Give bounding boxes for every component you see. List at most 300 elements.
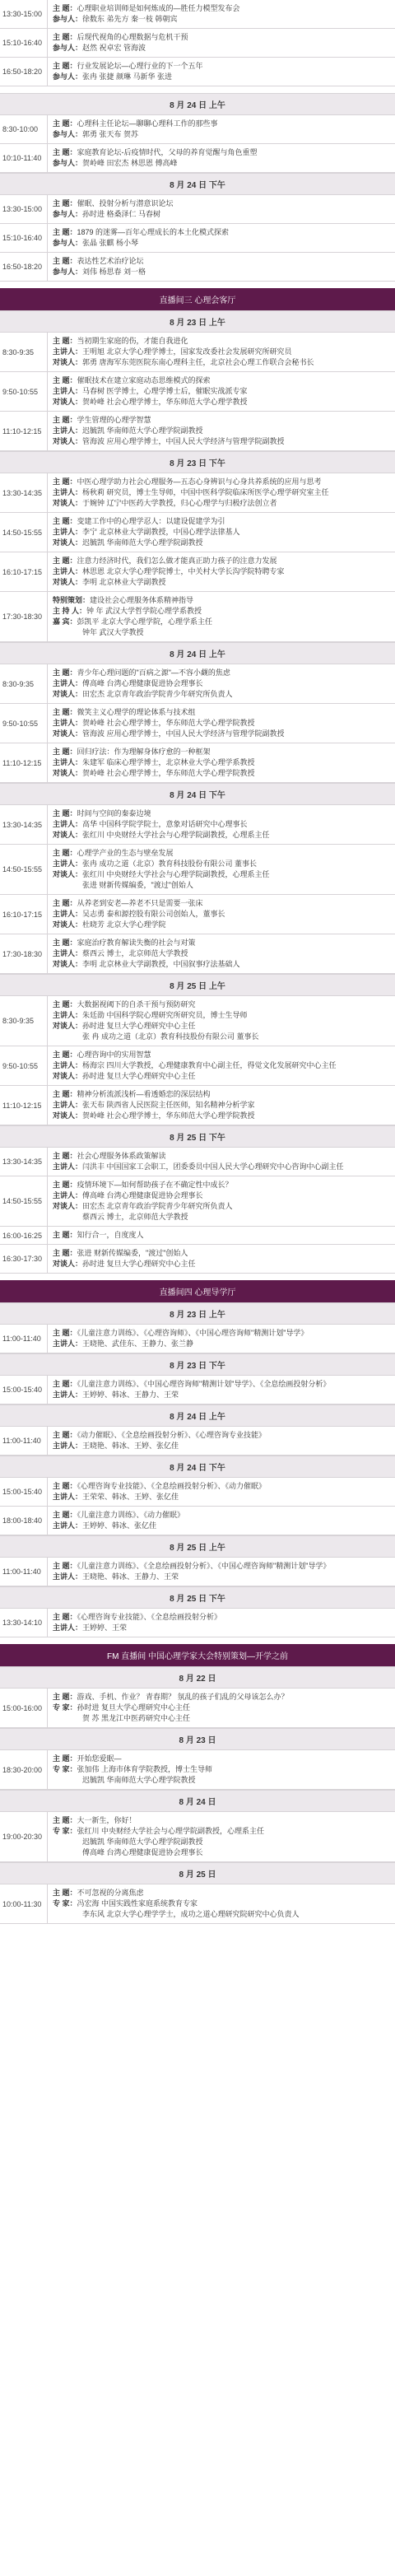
session-time: 14:50-15:55 bbox=[0, 513, 48, 552]
session-time: 9:50-10:55 bbox=[0, 372, 48, 411]
line-text: 张天布 陕西省人民医院主任医师，知名精神分析学家 bbox=[82, 1101, 255, 1109]
session-line bbox=[53, 1089, 390, 1100]
session-line bbox=[53, 1815, 390, 1826]
line-label: 参与人： bbox=[53, 44, 83, 52]
line-label: 主 题： bbox=[53, 4, 77, 12]
session-line bbox=[53, 516, 390, 527]
line-label: 主 题： bbox=[53, 1152, 77, 1160]
line-label: 主讲人： bbox=[53, 567, 83, 575]
session-line bbox=[53, 1572, 390, 1582]
line-label: 主讲人： bbox=[53, 1061, 83, 1069]
line-text: 郭勇 唐海军东莞医院东南心理科主任，北京社会心理工作联合会秘书长 bbox=[82, 358, 314, 366]
session-line bbox=[53, 1837, 390, 1847]
line-text: 家庭教育论坛-后疫情时代，父母的养育觉醒与角色重塑 bbox=[77, 148, 258, 156]
line-text: 王晓艳、武佳东、王静力、张兰静 bbox=[82, 1339, 194, 1348]
session-row bbox=[0, 1609, 395, 1637]
session-time: 8:30-10:00 bbox=[0, 115, 48, 143]
line-label: 对谈人： bbox=[53, 398, 83, 406]
session-content bbox=[48, 664, 395, 703]
session-line bbox=[53, 14, 390, 25]
session-row bbox=[0, 1086, 395, 1125]
line-text: 注意力经济时代，我们怎么做才能真正助力孩子的注意力发展 bbox=[77, 557, 277, 565]
session-time: 8:30-9:35 bbox=[0, 996, 48, 1046]
session-line bbox=[53, 1521, 390, 1531]
line-text: 《心理咨询专业技能》、《全息绘画投射分析》 bbox=[77, 1613, 222, 1621]
line-label: 主 题： bbox=[53, 1613, 77, 1621]
line-label: 主 题： bbox=[53, 1816, 77, 1824]
session-content bbox=[48, 144, 395, 172]
line-label: 主 题： bbox=[53, 1431, 77, 1439]
session-line bbox=[53, 1754, 390, 1764]
session-row bbox=[0, 996, 395, 1046]
session-line bbox=[53, 1612, 390, 1623]
session-line bbox=[53, 1050, 390, 1060]
session-line bbox=[53, 1162, 390, 1172]
line-text: 《儿童注意力训练》、《心理咨询师》、《中国心理咨询师"精测计划"导学》 bbox=[77, 1329, 309, 1337]
session-row bbox=[0, 1478, 395, 1507]
line-label: 主讲人： bbox=[53, 1390, 83, 1399]
session-line bbox=[53, 415, 390, 426]
session-content bbox=[48, 1176, 395, 1226]
line-label: 专 家： bbox=[53, 1703, 77, 1712]
line-label: 主 题： bbox=[53, 337, 77, 345]
session-line bbox=[53, 1190, 390, 1201]
session-line bbox=[53, 119, 390, 129]
session-time: 16:00-16:25 bbox=[0, 1227, 48, 1244]
line-label: 对谈人： bbox=[53, 437, 83, 445]
line-label: 主讲人： bbox=[53, 528, 83, 536]
session-line bbox=[53, 859, 390, 869]
session-row bbox=[0, 372, 395, 412]
session-content bbox=[48, 372, 395, 411]
line-label: 嘉 宾： bbox=[53, 617, 77, 626]
session-line bbox=[53, 1510, 390, 1521]
line-label: 主讲人： bbox=[53, 1493, 83, 1501]
line-label: 主 题： bbox=[53, 557, 77, 565]
session-line bbox=[53, 678, 390, 689]
line-text: 李宁 北京林业大学副教授，中国心理学法律基人 bbox=[82, 528, 240, 536]
session-line bbox=[53, 43, 390, 54]
line-label: 对谈人： bbox=[53, 1260, 83, 1268]
line-label: 主讲人： bbox=[53, 1572, 83, 1581]
session-line bbox=[53, 948, 390, 959]
line-label: 主讲人： bbox=[53, 387, 83, 395]
line-label: 主 题： bbox=[53, 1249, 77, 1257]
session-line bbox=[53, 577, 390, 588]
line-text: 孙时进 格桑泽仁 马春树 bbox=[82, 210, 161, 218]
line-text: 心理职业培训师是如何炼成的—胜任力模型发布会 bbox=[77, 4, 240, 12]
session-time: 13:30-14:10 bbox=[0, 1609, 48, 1637]
date-header: 8 月 25 日 上午 bbox=[0, 974, 395, 996]
line-text: 催眠、投射分析与潜意识论坛 bbox=[77, 199, 174, 207]
session-row bbox=[0, 29, 395, 58]
session-content bbox=[48, 805, 395, 844]
session-line bbox=[53, 1775, 390, 1786]
date-header: 8 月 22 日 bbox=[0, 1666, 395, 1689]
session-row bbox=[0, 552, 395, 592]
date-header: 8 月 24 日 下午 bbox=[0, 173, 395, 195]
line-label: 对谈人： bbox=[53, 358, 83, 366]
session-row bbox=[0, 1884, 395, 1924]
session-time: 15:00-15:40 bbox=[0, 1376, 48, 1404]
session-line bbox=[53, 209, 390, 220]
line-label: 主 题： bbox=[53, 119, 77, 128]
line-text: 杨海宗 四川大学教授，心理健康教育中心副主任，得觉文化发展研究中心主任 bbox=[82, 1061, 337, 1069]
session-content bbox=[48, 1507, 395, 1535]
session-row bbox=[0, 743, 395, 783]
line-text: 从养老到安老—养老不只是需要一张床 bbox=[77, 899, 203, 907]
line-label: 对谈人： bbox=[53, 1111, 83, 1120]
session-line bbox=[53, 747, 390, 757]
section-gap bbox=[0, 282, 395, 288]
session-row bbox=[0, 1046, 395, 1086]
session-line bbox=[53, 527, 390, 538]
session-time: 13:30-14:35 bbox=[0, 805, 48, 844]
session-line bbox=[53, 627, 390, 638]
line-label: 对谈人： bbox=[53, 1022, 83, 1030]
session-line bbox=[53, 1230, 390, 1241]
section-header: 直播间四 心理导学厅 bbox=[0, 1280, 395, 1302]
session-content bbox=[48, 513, 395, 552]
session-content bbox=[48, 1046, 395, 1085]
session-line bbox=[53, 848, 390, 859]
session-line bbox=[53, 538, 390, 548]
line-label: 主讲人： bbox=[53, 820, 83, 828]
line-label: 参与人： bbox=[53, 239, 83, 247]
line-text: 张红川 中央财经大学社会与心理学院副教授，心理系主任 bbox=[82, 831, 270, 839]
line-label: 参与人： bbox=[53, 15, 83, 23]
line-text: 《心理咨询专业技能》、《全息绘画投射分析》、《动力催眠》 bbox=[77, 1482, 267, 1490]
line-text: 管海波 应用心理学博士，中国人民大学经济与管理学院副教授 bbox=[82, 437, 285, 445]
session-time: 11:10-12:15 bbox=[0, 1086, 48, 1125]
line-text: 张晶 张麒 杨小琴 bbox=[82, 239, 139, 247]
line-text: 家庭治疗教育解读失衡的社会与对策 bbox=[77, 939, 196, 947]
line-label: 主 题： bbox=[53, 62, 77, 70]
line-label: 对谈人： bbox=[53, 538, 83, 547]
session-line bbox=[53, 1492, 390, 1502]
line-label: 主讲人： bbox=[53, 758, 83, 766]
session-time: 15:10-16:40 bbox=[0, 224, 48, 252]
session-content bbox=[48, 845, 395, 894]
session-content bbox=[48, 1609, 395, 1637]
session-row bbox=[0, 195, 395, 224]
line-label: 主 题： bbox=[53, 257, 77, 265]
session-line bbox=[53, 72, 390, 82]
line-text: 疫情环境下—如何帮助孩子在不确定性中成长？ bbox=[77, 1181, 233, 1189]
line-label: 主讲人： bbox=[53, 859, 83, 868]
line-text: 赵然 祝卓宏 管海波 bbox=[82, 44, 146, 52]
session-content bbox=[48, 412, 395, 450]
line-label: 主讲人： bbox=[53, 1101, 83, 1109]
line-label: 对谈人： bbox=[53, 870, 83, 878]
line-text: 张进 财新传媒编委，"渡过"创始人 bbox=[82, 881, 193, 889]
line-label: 对谈人： bbox=[53, 960, 83, 968]
session-content bbox=[48, 743, 395, 782]
session-content bbox=[48, 1376, 395, 1404]
line-label: 主 题： bbox=[53, 1050, 77, 1059]
line-label: 主讲人： bbox=[53, 949, 83, 957]
line-text: 大数据视阈下的自杀干预与预防研究 bbox=[77, 1000, 196, 1009]
line-text: 徐数东 弟先方 秦一枝 韩朝宾 bbox=[82, 15, 178, 23]
line-text: 王荣荣、韩冰、王婷、张亿佳 bbox=[82, 1493, 179, 1501]
line-label: 对谈人： bbox=[53, 729, 83, 738]
line-label: 专 家： bbox=[53, 1827, 77, 1835]
line-label: 主讲人： bbox=[53, 910, 83, 918]
session-line bbox=[53, 566, 390, 577]
line-text: 杨秋莉 研究员，博士生导师，中国中医科学院临床所医学心理学研究室主任 bbox=[82, 488, 329, 496]
line-text: 孙时进 复旦大学心理研究中心主任 bbox=[82, 1260, 196, 1268]
session-line bbox=[53, 668, 390, 678]
date-header: 8 月 25 日 下午 bbox=[0, 1586, 395, 1609]
line-text: 《动力催眠》、《全息绘画投射分析》、《心理咨询专业技能》 bbox=[77, 1431, 267, 1439]
session-time: 15:00-16:00 bbox=[0, 1689, 48, 1727]
session-content bbox=[48, 0, 395, 28]
session-time: 13:30-15:00 bbox=[0, 195, 48, 223]
session-time: 8:30-9:35 bbox=[0, 333, 48, 371]
session-line bbox=[53, 606, 390, 617]
line-text: 变建工作中的心理学忍人：以建设促建学为引 bbox=[77, 517, 225, 525]
line-text: 游戏、手机、作业？ 青春期？ 氛乱的孩子们乱的父母该怎么办？ bbox=[77, 1693, 289, 1701]
line-text: 朱廷劭 中国科学院心理研究所研究员，博士生导师 bbox=[82, 1011, 248, 1019]
session-content bbox=[48, 1148, 395, 1176]
session-line bbox=[53, 1111, 390, 1121]
session-row bbox=[0, 1227, 395, 1245]
session-row bbox=[0, 1245, 395, 1274]
line-text: 王晓艳、韩冰、王静力、王荣 bbox=[82, 1572, 179, 1581]
line-text: 催眠技术在建立家庭动态思维模式的探索 bbox=[77, 376, 211, 384]
line-label: 主 题： bbox=[53, 199, 77, 207]
session-line bbox=[53, 880, 390, 891]
session-row bbox=[0, 1750, 395, 1790]
date-header: 8 月 24 日 上午 bbox=[0, 1404, 395, 1427]
session-line bbox=[53, 1151, 390, 1162]
line-label: 参与人： bbox=[53, 210, 83, 218]
line-label: 主 题： bbox=[53, 899, 77, 907]
line-text: 朱建军 临床心理学博士，北京林业大学心理学系教授 bbox=[82, 758, 255, 766]
line-text: 张 冉 成功之道（北京）教育科技股份有限公司 董事长 bbox=[82, 1032, 259, 1041]
line-label: 主 题： bbox=[53, 1754, 77, 1763]
line-label: 主 题： bbox=[53, 416, 77, 424]
line-text: 大一新生，你好！ bbox=[77, 1816, 137, 1824]
line-label: 主讲人： bbox=[53, 1339, 83, 1348]
session-content bbox=[48, 1884, 395, 1923]
session-line bbox=[53, 808, 390, 819]
line-text: 贺 苏 黑龙江中医药研究中心主任 bbox=[82, 1714, 191, 1722]
line-label: 主讲人： bbox=[53, 719, 83, 727]
session-time: 17:30-18:30 bbox=[0, 934, 48, 973]
line-label: 参与人： bbox=[53, 130, 83, 138]
session-row bbox=[0, 1558, 395, 1586]
line-text: 冯宏海 中国实践性家庭系统教育专家 bbox=[77, 1899, 198, 1908]
line-text: 不可忽视的分离焦虑 bbox=[77, 1889, 144, 1897]
session-content bbox=[48, 253, 395, 281]
line-text: 贺岭峰 田宏杰 林思恩 傅高峰 bbox=[82, 159, 178, 167]
line-text: 时间与空间的秦泰边境 bbox=[77, 809, 151, 818]
session-line bbox=[53, 1212, 390, 1223]
line-label: 对谈人： bbox=[53, 831, 83, 839]
session-line bbox=[53, 920, 390, 930]
session-line bbox=[53, 1021, 390, 1032]
line-text: 行业发展论坛—心理行业的下一个五年 bbox=[77, 62, 203, 70]
line-label: 主 题： bbox=[53, 1181, 77, 1189]
session-line bbox=[53, 959, 390, 970]
date-header: 8 月 23 日 上午 bbox=[0, 310, 395, 333]
session-line bbox=[53, 689, 390, 700]
line-label: 专 家： bbox=[53, 1765, 77, 1773]
date-header: 8 月 24 日 下午 bbox=[0, 783, 395, 805]
session-line bbox=[53, 999, 390, 1010]
session-line bbox=[53, 1847, 390, 1858]
session-line bbox=[53, 1826, 390, 1837]
line-text: 孙时进 复旦大学心理研究中心主任 bbox=[82, 1022, 196, 1030]
line-label: 主讲人： bbox=[53, 1442, 83, 1450]
line-text: 傅高峰 台湾心理健康促进协会理事长 bbox=[82, 679, 203, 687]
line-label: 特别策划： bbox=[53, 596, 91, 604]
line-label: 主 题： bbox=[53, 1562, 77, 1570]
session-line bbox=[53, 147, 390, 158]
line-text: 王婷婷、韩冰、王静力、王荣 bbox=[82, 1390, 179, 1399]
session-line bbox=[53, 1032, 390, 1042]
line-label: 对谈人： bbox=[53, 499, 83, 507]
line-text: 蔡西云 博士，北京师范大学教授 bbox=[82, 1213, 188, 1221]
line-text: 1879 的迷雾—百年心理成长的本土化模式探索 bbox=[77, 228, 230, 236]
session-content bbox=[48, 1812, 395, 1861]
line-label: 主讲人： bbox=[53, 1521, 83, 1530]
session-row bbox=[0, 115, 395, 144]
session-line bbox=[53, 1339, 390, 1349]
session-time: 18:00-18:40 bbox=[0, 1507, 48, 1535]
line-text: 心理咨询中的实用智慧 bbox=[77, 1050, 151, 1059]
line-label: 主 题： bbox=[53, 1231, 77, 1239]
session-row bbox=[0, 333, 395, 372]
line-label: 参与人： bbox=[53, 268, 83, 276]
session-row bbox=[0, 1812, 395, 1862]
line-text: 贺岭峰 社会心理学博士，华东师范大学心理学院教授 bbox=[82, 719, 255, 727]
session-line bbox=[53, 1692, 390, 1703]
session-line bbox=[53, 61, 390, 72]
session-content bbox=[48, 1245, 395, 1273]
session-line bbox=[53, 1328, 390, 1339]
session-time: 18:30-20:00 bbox=[0, 1750, 48, 1789]
session-line bbox=[53, 1010, 390, 1021]
line-label: 主讲人： bbox=[53, 1191, 83, 1199]
session-time: 19:00-20:30 bbox=[0, 1812, 48, 1861]
line-label: 主 题： bbox=[53, 1380, 77, 1388]
session-time: 15:10-16:40 bbox=[0, 29, 48, 57]
session-content bbox=[48, 895, 395, 934]
session-time: 11:10-12:15 bbox=[0, 743, 48, 782]
section-header: FM 直播间 中国心理学家大会特别策划—开学之前 bbox=[0, 1644, 395, 1666]
session-line bbox=[53, 1060, 390, 1071]
line-text: 郭勇 张天布 贺苏 bbox=[82, 130, 139, 138]
session-row bbox=[0, 473, 395, 513]
line-label: 主 题： bbox=[53, 517, 77, 525]
line-label: 主 题： bbox=[53, 809, 77, 818]
line-label: 主 题： bbox=[53, 1090, 77, 1098]
line-text: 《儿童注意力训练》、《全息绘画投射分析》、《中国心理咨询师"精测计划"导学》 bbox=[77, 1562, 331, 1570]
line-label: 主 题： bbox=[53, 148, 77, 156]
line-text: 管海波 应用心理学博士，中国人民大学经济与管理学院副教授 bbox=[82, 729, 285, 738]
line-label: 对谈人： bbox=[53, 920, 83, 929]
session-line bbox=[53, 1909, 390, 1920]
line-text: 刘伟 杨思春 刘一格 bbox=[82, 268, 146, 276]
date-header: 8 月 23 日 bbox=[0, 1728, 395, 1750]
session-content bbox=[48, 1478, 395, 1506]
session-row bbox=[0, 253, 395, 282]
session-line bbox=[53, 1764, 390, 1775]
line-label: 主 题： bbox=[53, 228, 77, 236]
line-text: 迟毓凯 华南师范大学心理学院副教授 bbox=[82, 426, 203, 435]
line-label: 参与人： bbox=[53, 72, 83, 81]
session-line bbox=[53, 1703, 390, 1713]
line-text: 迟毓凯 华南师范大学心理学院副教授 bbox=[82, 538, 203, 547]
session-line bbox=[53, 869, 390, 880]
session-line bbox=[53, 1623, 390, 1633]
line-text: 精神分析流派浅析—看透婚恋的深层结构 bbox=[77, 1090, 211, 1098]
session-row bbox=[0, 845, 395, 895]
line-text: 张冉 成功之道（北京）教育科技股份有限公司 董事长 bbox=[82, 859, 258, 868]
session-line bbox=[53, 1481, 390, 1492]
line-label: 主 题： bbox=[53, 748, 77, 756]
session-time: 14:50-15:55 bbox=[0, 1176, 48, 1226]
session-content bbox=[48, 552, 395, 591]
session-content bbox=[48, 1086, 395, 1125]
line-label: 对谈人： bbox=[53, 769, 83, 777]
line-text: 钟年 武汉大学教授 bbox=[82, 628, 144, 636]
line-text: 蔡西云 博士，北京师范大学教授 bbox=[82, 949, 188, 957]
session-row bbox=[0, 58, 395, 86]
session-line bbox=[53, 1259, 390, 1269]
session-line bbox=[53, 1100, 390, 1111]
line-text: 张进 财新传媒编委，"渡过"创始人 bbox=[77, 1249, 188, 1257]
session-line bbox=[53, 198, 390, 209]
line-text: 王婷婷、王荣 bbox=[82, 1623, 128, 1632]
session-content bbox=[48, 934, 395, 973]
line-text: 表达性艺术治疗论坛 bbox=[77, 257, 144, 265]
session-line bbox=[53, 1561, 390, 1572]
line-text: 青少年心理问题的"百病之源"—不容小觑的焦虑 bbox=[77, 668, 230, 677]
session-row bbox=[0, 1148, 395, 1176]
session-time: 14:50-15:55 bbox=[0, 845, 48, 894]
line-text: 闫洪丰 中国国家工会职工，团委委员中国人民大学心理研究中心咨询中心副主任 bbox=[82, 1162, 344, 1171]
line-text: 张红川 中央财经大学社会与心理学院副教授，心理系主任 bbox=[77, 1827, 265, 1835]
session-line bbox=[53, 595, 390, 606]
session-time: 16:50-18:20 bbox=[0, 253, 48, 281]
session-content bbox=[48, 115, 395, 143]
session-time: 13:30-14:35 bbox=[0, 1148, 48, 1176]
schedule-section bbox=[0, 1280, 395, 1637]
line-label: 主讲人： bbox=[53, 347, 83, 356]
line-text: 学生管理的心理学智慧 bbox=[77, 416, 151, 424]
session-time: 11:00-11:40 bbox=[0, 1558, 48, 1586]
session-content bbox=[48, 224, 395, 252]
line-label: 主讲人： bbox=[53, 488, 83, 496]
line-label: 对谈人： bbox=[53, 578, 83, 586]
session-time: 13:30-15:00 bbox=[0, 0, 48, 28]
schedule-section bbox=[0, 93, 395, 282]
session-row bbox=[0, 412, 395, 451]
line-label: 主讲人： bbox=[53, 679, 83, 687]
line-label: 主 题： bbox=[53, 1482, 77, 1490]
line-text: 《儿童注意力训练》、《中国心理咨询师"精测计划"导学》、《全息绘画投射分析》 bbox=[77, 1380, 331, 1388]
session-content bbox=[48, 1750, 395, 1789]
date-header: 8 月 25 日 bbox=[0, 1862, 395, 1884]
session-content bbox=[48, 1558, 395, 1586]
session-line bbox=[53, 768, 390, 779]
date-header: 8 月 23 日 上午 bbox=[0, 1302, 395, 1325]
line-text: 田宏杰 北京青年政治学院青少年研究所负责人 bbox=[82, 690, 233, 698]
session-line bbox=[53, 1441, 390, 1451]
